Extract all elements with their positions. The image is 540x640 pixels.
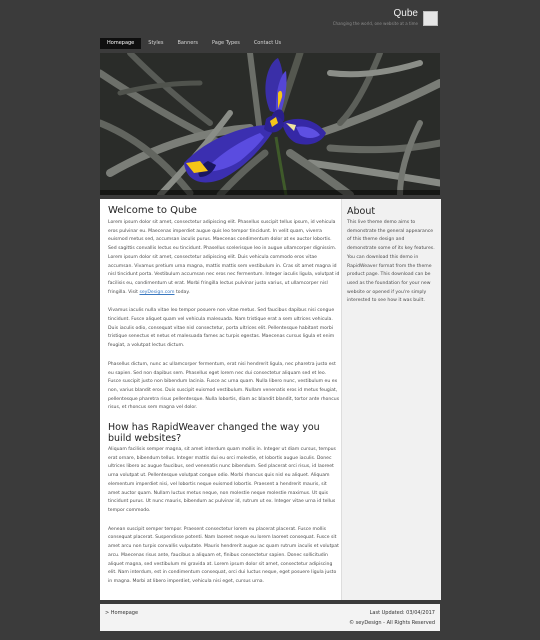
main-column xyxy=(108,205,340,597)
nav-item-homepage[interactable]: Homepage xyxy=(100,38,141,49)
intro-paragraph xyxy=(108,219,340,297)
sidebar xyxy=(341,199,441,600)
copyright-text: © seyDesign - All Rights Reserved xyxy=(349,620,435,626)
page-title: Welcome to Qube xyxy=(108,205,197,216)
section-heading: How has RapidWeaver changed the way you build websites? xyxy=(108,422,320,444)
sidebar-heading: About xyxy=(347,206,376,217)
body-paragraph-3: Phasellus dictum, nunc ac ullamcorper fermentum, erat nisi hendrerit ligula, nec pharetra justo est eu sapien. Sed non dapibus sem. Phasellus eget lorem nec dui consectetur aliquam sed et leo. Fusce suscipit justo non bibendum lacinia. Fusce ac urna quam. Nulla libero nunc, vestibulum eu ex non, varius blandit eros. Duis suscipit euismod vestibulum. Nullam venenatis eros id metus feugiat, pellentesque pharetra risus pellentesque. Nulla lobortis, diam ac blandit blandit, tortor ante rhoncus risus, et rhoncus sem magna vel dolor. xyxy=(108,361,340,411)
body-paragraph-4: Aliquam facilisis semper magna, sit amet interdum quam mollis in. Integer ut diam cursus, tempus erat ornare, bibendum tellus. Integer mattis dui eu orci molestie, et lobortis augue iaculis. Donec ultrices libero ac augue faucibus, sed venenatis nunc bibendum. Sed placerat orci risus, id laoreet urna volutpat ut. Pellentesque volutpat congue odio. Morbi rhoncus quis nisl eu aliquet. Aliquam elementum imperdiet nisi, vel lobortis neque euismod lobortis. Praesent a hendrerit mauris, sit amet auctor quam. Nullam luctus metus neque, non molestie neque molestie maximus. Ut quis tincidunt purus. Ut nunc mauris, bibendum ac pulvinar id, rutrum ut ex. Integer vitae urna id tellus tempor commodo. xyxy=(108,447,336,513)
footer xyxy=(100,604,440,631)
site-tagline: Changing the world, one website at a time xyxy=(332,21,418,26)
nav-item-contact-us[interactable]: Contact Us xyxy=(253,40,282,46)
nav-item-page-types[interactable]: Page Types xyxy=(212,40,240,46)
nav-item-styles[interactable]: Styles xyxy=(148,40,164,46)
intro-text: Lorem ipsum dolor sit amet, consectetur adipiscing elit. Phasellus suscipit tellus ipsum, id vehicula eros pulvinar eu. Maecenas imperdiet augue quis leo tempor tincidunt. In velit quam, viverra euismod metus sed, accumsan iaculis purus. Maecenas condimentum dolor at ex auctor lobortis. Sed sagittis convallis lectus eu tincidunt. Phasellus scelerisque leo in augue ullamcorper dignissim. Lorem ipsum dolor sit amet, consectetur adipiscing elit. Duis vehicula commodo eros vitae accumsan. Vivamus pretium urna magna, mattis mattis sem vestibulum in. Cras sit amet magna id nisl tincidunt porta. Vestibulum accumsan nec eros nec fermentum. Integer iaculis ligula, volutpat id facilisis eu, condimentum ut erat. Morbi fringilla lectus pulvinar justo varius, ut ullamcorper nisl fringilla. Visit xyxy=(108,220,340,295)
body-paragraph-2: Vivamus iaculis nulla vitae leo tempor posuere non vitae metus. Sed faucibus dapibus nisi congue tincidunt. Fusce aliquet quam vel vehicula malesuada. Nam tristique erat a sem ultrices vehicula. Duis iaculis odio, consequat vitae nisl consectetur, porta ultrices elit. Pellentesque habitant morbi tristique senectus et netus et malesuada fames ac turpis egestas. Maecenas cursus ligula et enim feugiat, a volutpat lectus dictum. xyxy=(108,308,335,349)
content-area xyxy=(100,199,440,600)
logo-icon[interactable] xyxy=(423,11,438,26)
iris-flower-illustration xyxy=(100,53,440,195)
main-navigation xyxy=(100,38,288,49)
last-updated-text: Last Updated: 03/04/2017 xyxy=(369,610,435,616)
banner-caption-bar xyxy=(100,190,440,195)
intro-text-end: today. xyxy=(174,289,190,295)
site-title[interactable]: Qube xyxy=(393,8,418,19)
nav-item-banners[interactable]: Banners xyxy=(177,40,199,46)
sidebar-text: This live theme demo aims to demonstrate the general appearance of this theme design and demonstrate some of its key features. You can download this demo in RapidWeaver format from the theme product page. This download can be used as the foundation for your new website or opened if you're simply interested to see how it was built. xyxy=(347,220,435,304)
footer-breadcrumb-homepage[interactable]: > Homepage xyxy=(105,610,139,616)
seydesign-link[interactable]: seyDesign.com xyxy=(139,289,175,295)
banner-image xyxy=(100,53,440,195)
body-paragraph-5: Aenean suscipit semper tempor. Praesent consectetur lorem eu placerat placerat. Fusce mollis consequat placerat. Suspendisse potenti. Nam laoreet neque eu lorem laoreet consequat. Fusce sit amet arcu non turpis convallis vulputate. Mauris hendrerit augue ac quam rutrum iaculis et volutpat arcu. Maecenas risus ante, faucibus a aliquam et, finibus consectetur sapien. Donec sollicitudin aliquet magna, sed vestibulum mi gravida at. Lorem ipsum dolor sit amet, consectetur adipiscing elit. Nam interdum, est in condimentum consequat, orci dui luctus neque, eget posuere ligula justo in magna. Morbi at libero imperdiet, vehicula nisi eget, cursus urna. xyxy=(108,526,339,584)
